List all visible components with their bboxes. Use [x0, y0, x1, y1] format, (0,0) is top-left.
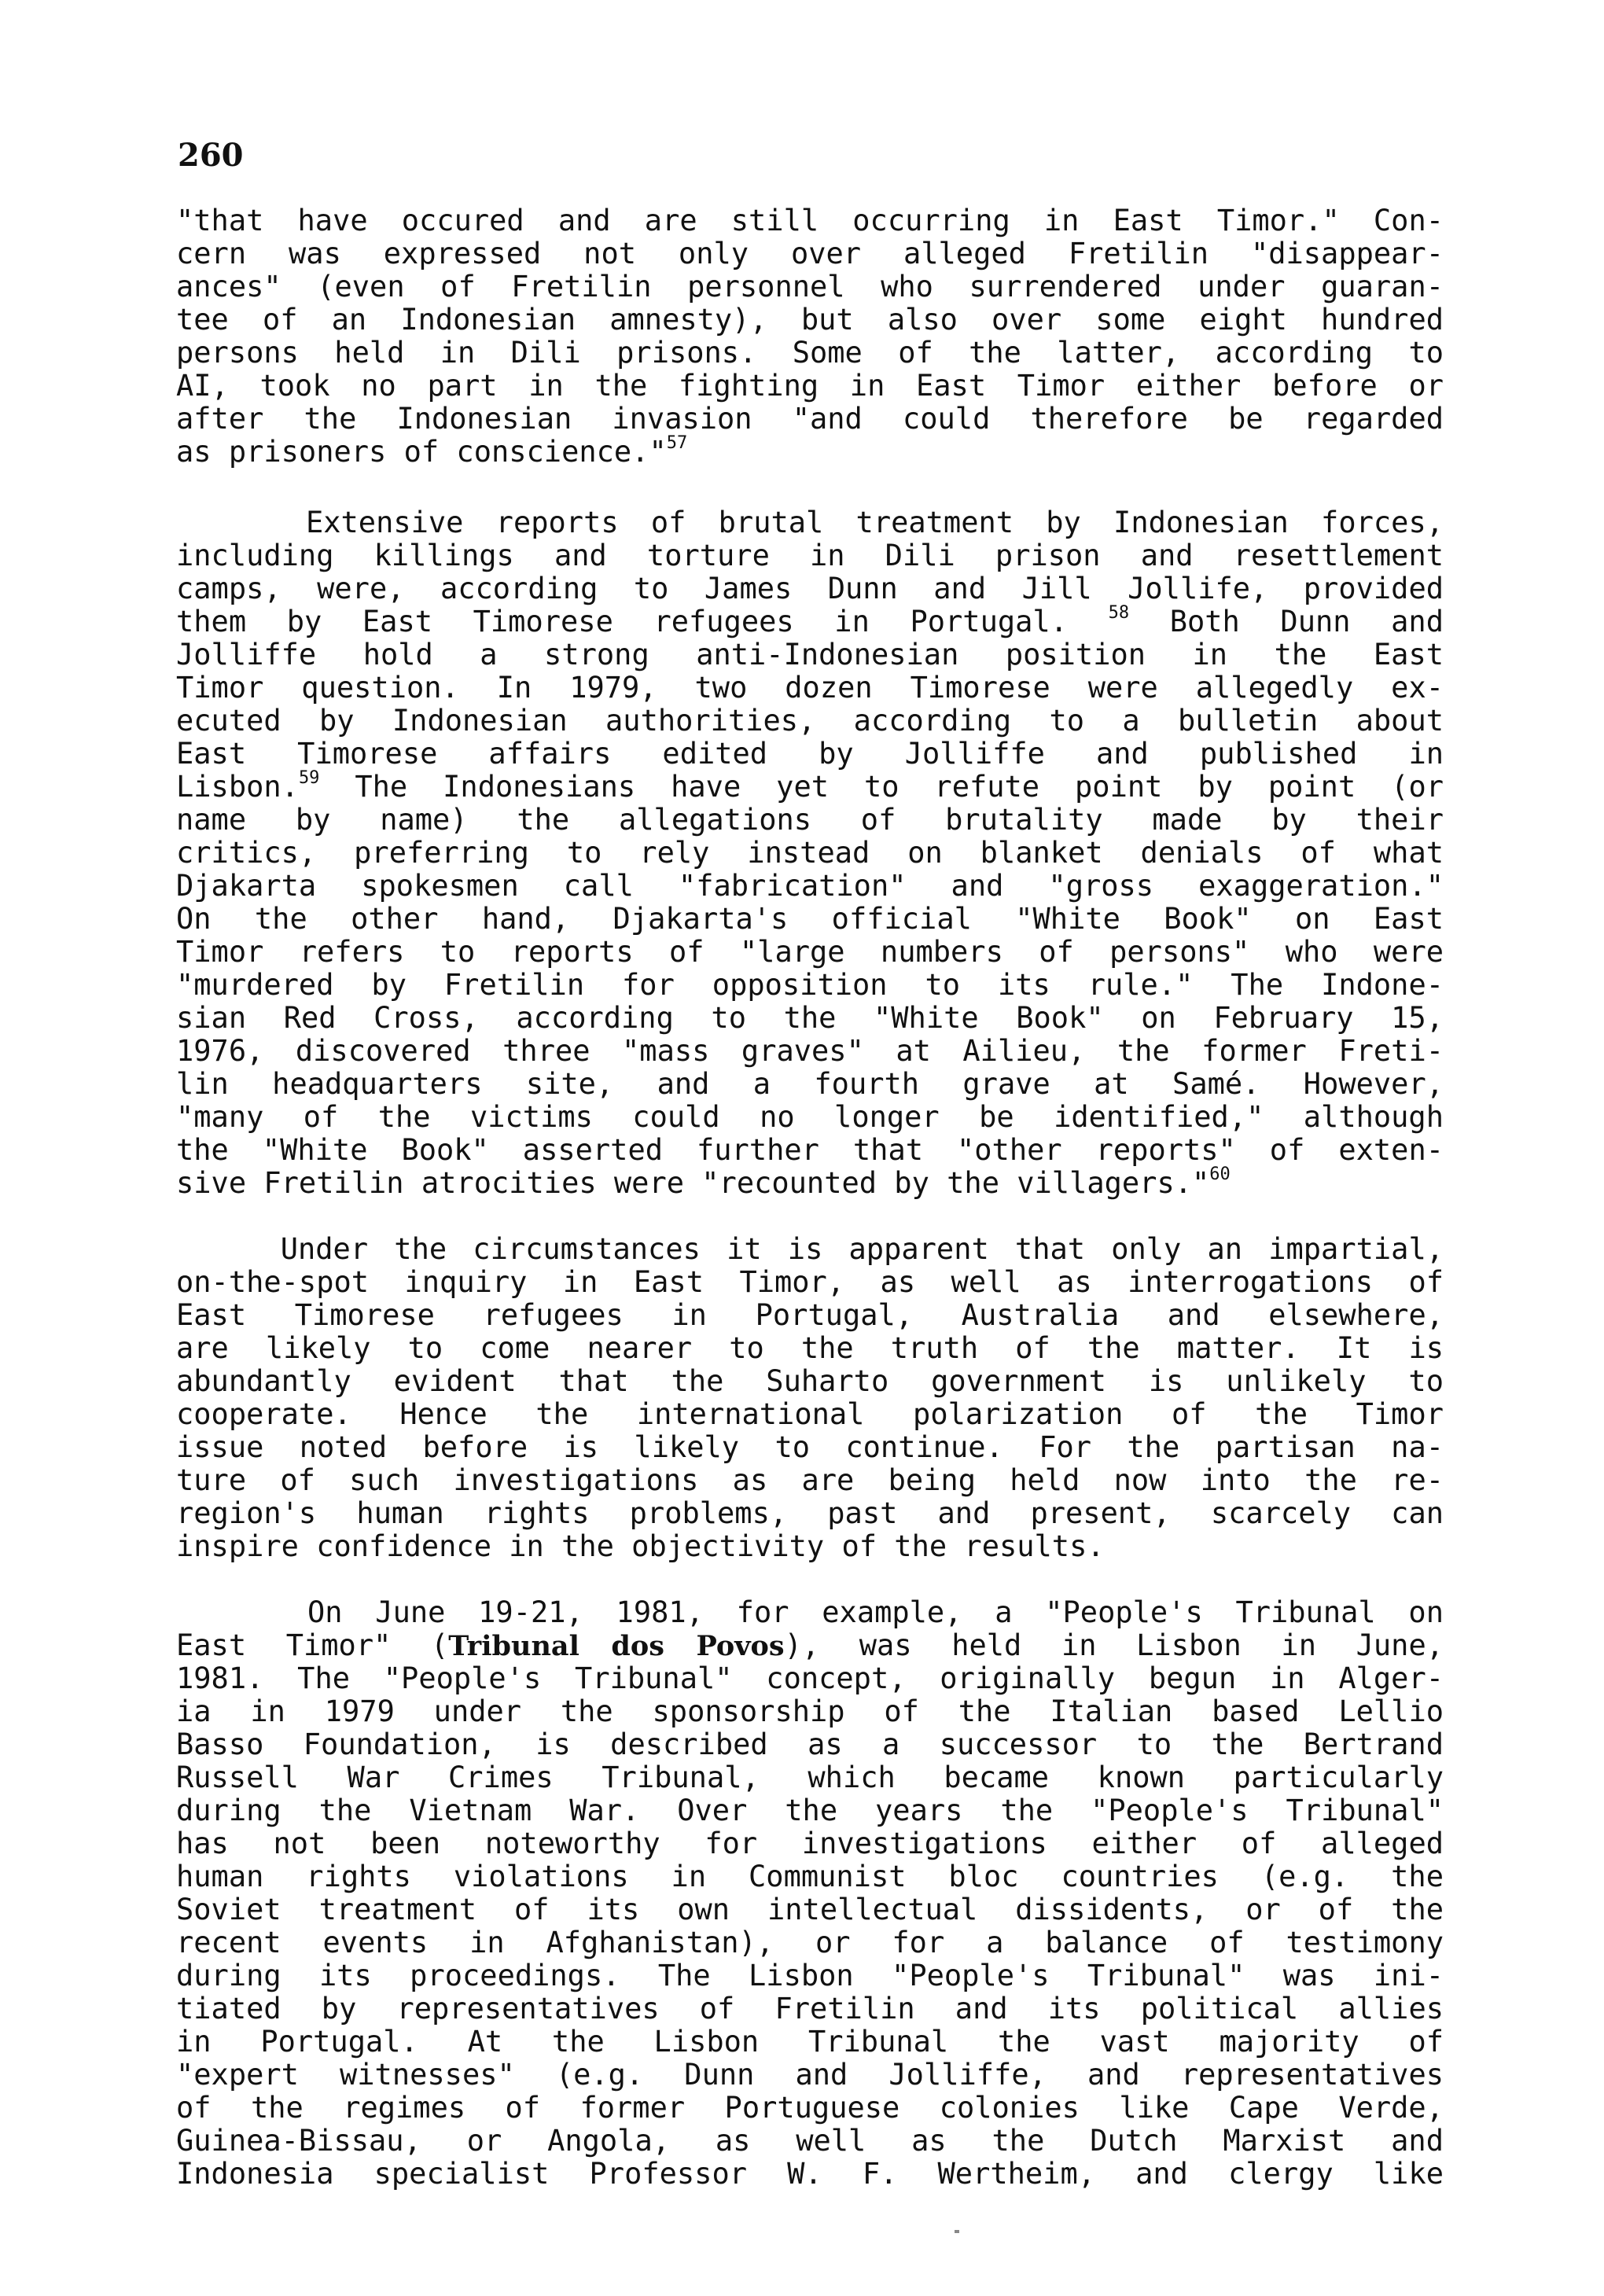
text-segment: Timor question. In 1979, two dozen Timorese were allegedly ex-	[176, 671, 1444, 705]
footnote-ref: 57	[666, 432, 688, 453]
text-segment: Extensive reports of brutal treatment by Indonesian forces,	[176, 506, 1444, 539]
text-segment: including killings and torture in Dili prison and resettlement	[176, 539, 1444, 572]
text-segment: East Timorese refugees in Portugal, Australia and elsewhere,	[176, 1298, 1444, 1332]
text-segment: region's human rights problems, past and present, scarcely can	[176, 1496, 1444, 1530]
text-segment: the "White Book" asserted further that "other reports" of exten-	[176, 1133, 1444, 1167]
text-segment: after the Indonesian invasion "and could therefore be regarded	[176, 402, 1444, 436]
text-line	[176, 1431, 1444, 1464]
footnote-ref: 60	[1209, 1164, 1231, 1184]
text-segment: camps, were, according to James Dunn and Jill Jollife, provided	[176, 572, 1444, 605]
text-segment: East Timorese affairs edited by Jolliffe and published in	[176, 737, 1444, 771]
text-segment: on-the-spot inquiry in East Timor, as well as interrogations of	[176, 1265, 1444, 1299]
text-line	[176, 1728, 1444, 1761]
bold-term: Tribunal dos Povos	[448, 1630, 785, 1662]
text-line	[176, 705, 1444, 738]
text-line	[176, 638, 1444, 672]
text-line	[176, 432, 1444, 469]
text-line	[176, 1827, 1444, 1860]
text-line	[176, 403, 1444, 436]
text-line	[176, 1629, 1444, 1662]
text-segment: "murdered by Fretilin for opposition to its rule." The Indone-	[176, 968, 1444, 1002]
text-line	[176, 304, 1444, 337]
text-line	[176, 1992, 1444, 2026]
text-line	[176, 1596, 1444, 1629]
text-line	[176, 2158, 1444, 2191]
text-line	[176, 1266, 1444, 1299]
text-segment: Djakarta spokesmen call "fabrication" and "gross exaggeration."	[176, 869, 1444, 903]
text-line	[176, 337, 1444, 370]
text-segment: "that have occured and are still occurring in East Timor." Con-	[176, 204, 1444, 237]
text-segment: of the regimes of former Portuguese colonies like Cape Verde,	[176, 2091, 1444, 2125]
footnote-ref: 58	[1108, 602, 1130, 623]
text-line	[176, 969, 1444, 1002]
text-segment: Timor refers to reports of "large numbers of persons" who were	[176, 935, 1444, 969]
paragraph-2	[176, 506, 1444, 1200]
text-line	[176, 672, 1444, 705]
text-line	[176, 2092, 1444, 2125]
text-segment: in Portugal. At the Lisbon Tribunal the vast majority of	[176, 2025, 1444, 2059]
text-segment: tee of an Indonesian amnesty), but also over some eight hundred	[176, 303, 1444, 337]
text-line	[176, 204, 1444, 237]
text-line	[176, 1662, 1444, 1695]
text-line	[176, 1464, 1444, 1497]
text-line	[176, 1959, 1444, 1992]
text-segment: sive Fretilin atrocities were "recounted by the villagers."	[176, 1166, 1210, 1200]
text-line	[176, 1860, 1444, 1893]
text-line	[176, 1497, 1444, 1530]
text-segment: inspire confidence in the objectivity of the results.	[176, 1529, 1105, 1563]
text-segment: ances" (even of Fretilin personnel who surrendered under guaran-	[176, 270, 1444, 304]
text-segment: On the other hand, Djakarta's official "White Book" on East	[176, 902, 1444, 936]
text-segment: has not been noteworthy for investigations either of alleged	[176, 1827, 1444, 1860]
text-line	[176, 1002, 1444, 1035]
text-segment: name by name) the allegations of brutality made by their	[176, 803, 1444, 837]
text-segment: as prisoners of conscience."	[176, 435, 667, 469]
text-segment: 1981. The "People's Tribunal" concept, originally begun in Alger-	[176, 1661, 1444, 1695]
text-segment: persons held in Dili prisons. Some of the latter, according to	[176, 336, 1444, 370]
text-line	[176, 539, 1444, 572]
text-segment: Guinea-Bissau, or Angola, as well as the Dutch Marxist and	[176, 2124, 1444, 2158]
text-line	[176, 837, 1444, 870]
text-segment: recent events in Afghanistan), or for a balance of testimony	[176, 1926, 1444, 1959]
text-line	[176, 1893, 1444, 1926]
paragraph-4	[176, 1596, 1444, 2191]
text-line	[176, 738, 1444, 771]
text-segment: Under the circumstances it is apparent that only an impartial,	[176, 1232, 1444, 1266]
text-line	[176, 903, 1444, 936]
footnote-ref: 59	[298, 767, 320, 788]
scan-speck	[955, 2230, 959, 2233]
text-line	[176, 1068, 1444, 1101]
text-line	[176, 1134, 1444, 1167]
text-line	[176, 1101, 1444, 1134]
text-segment: The Indonesians have yet to refute point by point (or	[319, 770, 1444, 804]
text-line	[176, 1695, 1444, 1728]
text-segment: ia in 1979 under the sponsorship of the Italian based Lellio	[176, 1694, 1444, 1728]
text-segment: lin headquarters site, and a fourth grave at Samé. However,	[176, 1067, 1444, 1101]
text-segment: Soviet treatment of its own intellectual dissidents, or of the	[176, 1893, 1444, 1926]
text-segment: them by East Timorese refugees in Portugal.	[176, 605, 1109, 638]
text-segment: during its proceedings. The Lisbon "People's Tribunal" was ini-	[176, 1959, 1444, 1992]
text-line	[176, 767, 1444, 804]
text-segment: sian Red Cross, according to the "White Book" on February 15,	[176, 1001, 1444, 1035]
text-line	[176, 572, 1444, 605]
text-segment: ture of such investigations as are being held now into the re-	[176, 1463, 1444, 1497]
text-segment: cooperate. Hence the international polarization of the Timor	[176, 1397, 1444, 1431]
text-line	[176, 1761, 1444, 1794]
text-line	[176, 2125, 1444, 2158]
text-line	[176, 1365, 1444, 1398]
text-line	[176, 1164, 1444, 1200]
text-line	[176, 1926, 1444, 1959]
text-segment: human rights violations in Communist bloc countries (e.g. the	[176, 1860, 1444, 1893]
text-segment: abundantly evident that the Suharto government is unlikely to	[176, 1364, 1444, 1398]
text-line	[176, 2059, 1444, 2092]
page-number: 260	[178, 137, 244, 174]
text-line	[176, 1794, 1444, 1827]
text-segment: East Timor" (	[176, 1628, 449, 1662]
text-line	[176, 237, 1444, 270]
text-line	[176, 1233, 1444, 1266]
text-line	[176, 1398, 1444, 1431]
text-line	[176, 804, 1444, 837]
text-segment: ecuted by Indonesian authorities, according to a bulletin about	[176, 704, 1444, 738]
text-line	[176, 2026, 1444, 2059]
text-segment: On June 19-21, 1981, for example, a "People's Tribunal on	[176, 1595, 1444, 1629]
text-line	[176, 270, 1444, 304]
text-segment: AI, took no part in the fighting in East Timor either before or	[176, 369, 1444, 403]
text-segment: "many of the victims could no longer be identified," although	[176, 1100, 1444, 1134]
text-segment: critics, preferring to rely instead on blanket denials of what	[176, 836, 1444, 870]
text-line	[176, 936, 1444, 969]
paragraph-1	[176, 204, 1444, 469]
text-segment: Jolliffe hold a strong anti-Indonesian position in the East	[176, 638, 1444, 672]
text-segment: during the Vietnam War. Over the years the "People's Tribunal"	[176, 1794, 1444, 1827]
text-segment: Basso Foundation, is described as a successor to the Bertrand	[176, 1728, 1444, 1761]
paragraph-3	[176, 1233, 1444, 1563]
text-segment: Lisbon.	[176, 770, 299, 804]
text-line	[176, 1332, 1444, 1365]
text-segment: are likely to come nearer to the truth of the matter. It is	[176, 1331, 1444, 1365]
text-segment: issue noted before is likely to continue. For the partisan na-	[176, 1430, 1444, 1464]
text-segment: "expert witnesses" (e.g. Dunn and Jolliffe, and representatives	[176, 2058, 1444, 2092]
text-segment: 1976, discovered three "mass graves" at Ailieu, the former Freti-	[176, 1034, 1444, 1068]
text-segment: ), was held in Lisbon in June,	[784, 1628, 1444, 1662]
text-segment: Russell War Crimes Tribunal, which became known particularly	[176, 1761, 1444, 1794]
text-line	[176, 1035, 1444, 1068]
text-line	[176, 1530, 1444, 1563]
text-line	[176, 870, 1444, 903]
text-segment: cern was expressed not only over alleged Fretilin "disappear-	[176, 237, 1444, 270]
text-segment: tiated by representatives of Fretilin and its political allies	[176, 1992, 1444, 2026]
text-line	[176, 506, 1444, 539]
text-segment: Both Dunn and	[1129, 605, 1444, 638]
text-line	[176, 370, 1444, 403]
text-line	[176, 1299, 1444, 1332]
text-segment: Indonesia specialist Professor W. F. Wertheim, and clergy like	[176, 2157, 1444, 2191]
text-line	[176, 602, 1444, 638]
